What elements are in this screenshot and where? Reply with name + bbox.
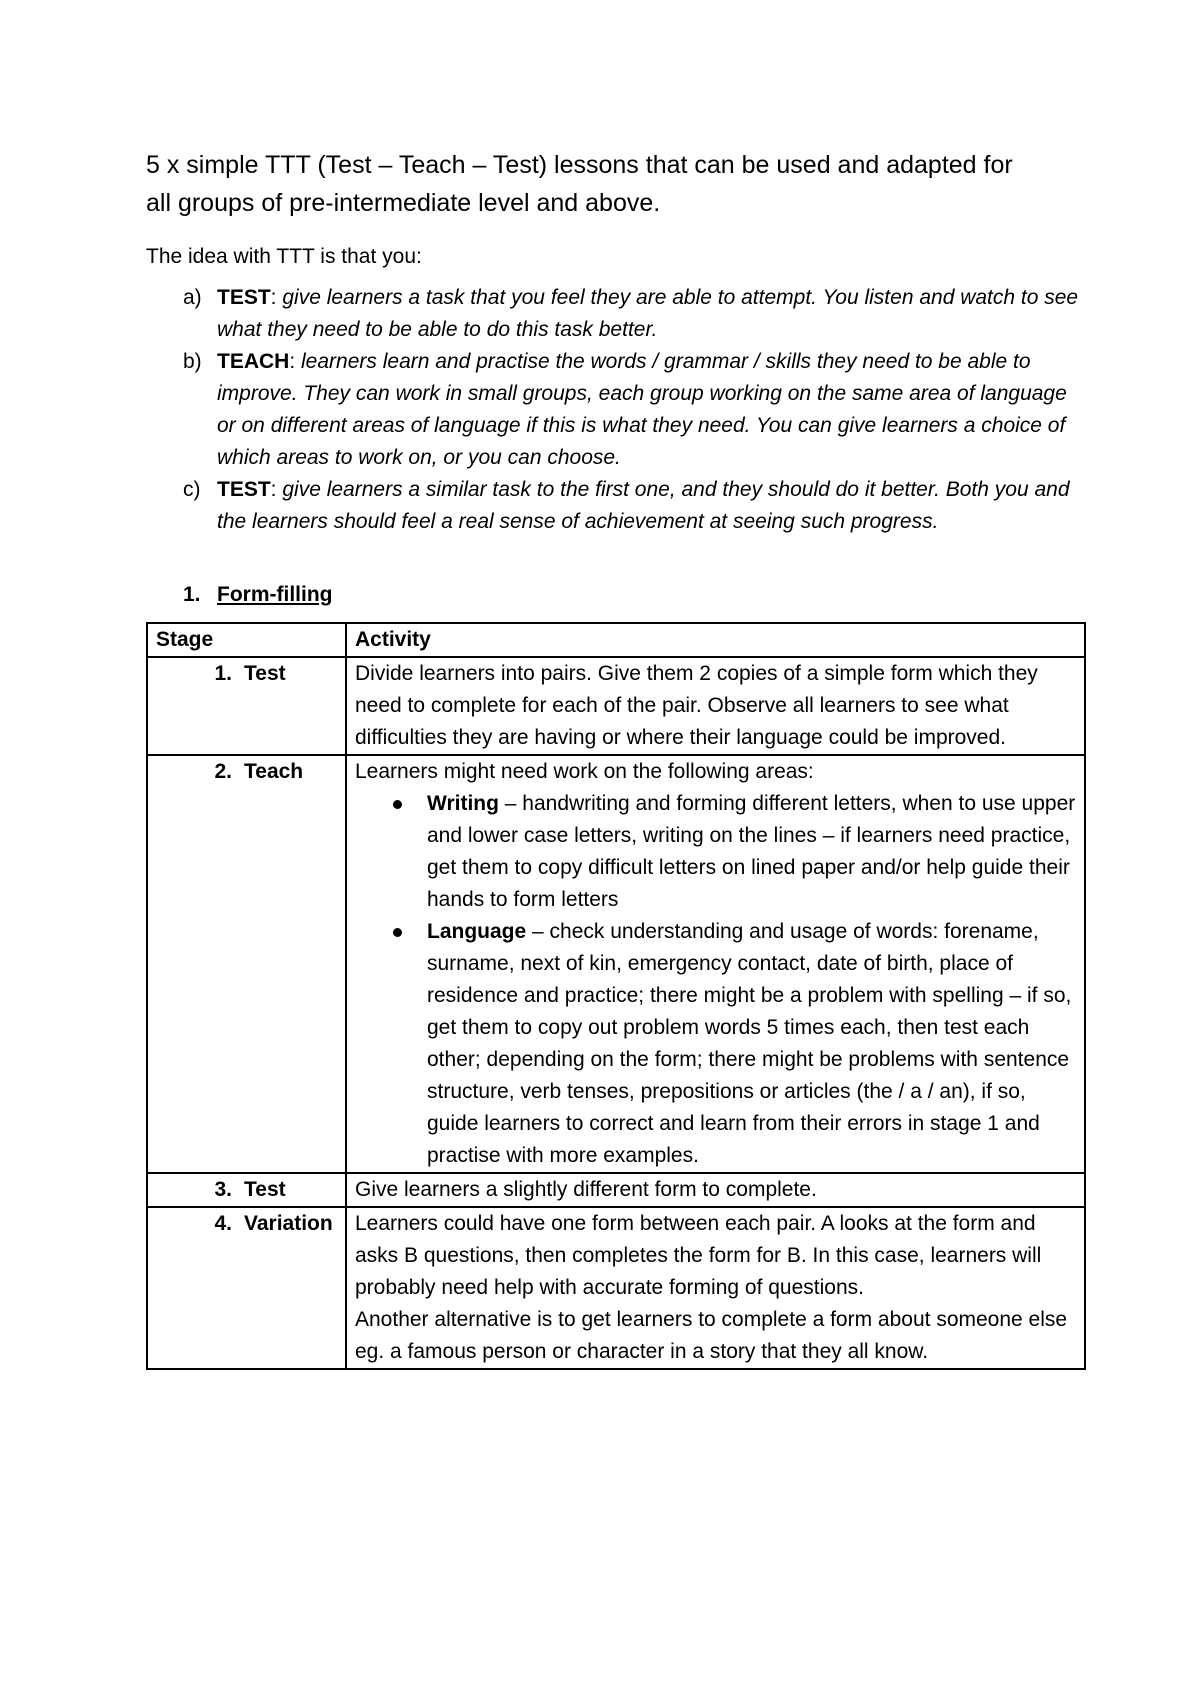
activity-intro: Learners might need work on the following areas:	[355, 760, 814, 783]
title-line-2: all groups of pre-intermediate level and above.	[146, 189, 661, 217]
stage-number: 3.	[214, 1178, 232, 1201]
focus-text: – handwriting and forming different letters, when to use upper and lower case letters, writing on the lines – if learners need practice, get them to copy difficult letters on lined paper and/or help guide their hands to form letters	[427, 792, 1076, 911]
stage-number: 2.	[214, 760, 232, 783]
stage-name: Test	[244, 1178, 286, 1201]
lesson-table	[146, 622, 1086, 1370]
step-key: TEST	[217, 478, 271, 501]
list-marker: c)	[183, 478, 201, 501]
focus-term: Language	[427, 920, 527, 943]
stage-name: Test	[244, 662, 286, 685]
section-label: Form-filling	[217, 583, 333, 606]
header-activity: Activity	[346, 623, 1085, 657]
activity-extra-text: Another alternative is to get learners to complete a form about someone else eg. a famous person or character in a story that they all know.	[355, 1308, 1068, 1363]
stage-number: 1.	[214, 662, 232, 685]
ttt-steps-list	[146, 282, 1086, 538]
intro-text: The idea with TTT is that you:	[146, 245, 422, 268]
table-row	[147, 1207, 1085, 1369]
list-item: c) TEST: give learners a similar task to the first one, and they should do it better. Both you and the learners should feel a real sense of achievement at seeing such progress.	[146, 474, 1086, 538]
stage-name: Teach	[244, 760, 304, 783]
table-row	[147, 1173, 1085, 1207]
section-number: 1.	[183, 583, 201, 606]
bullet-icon	[393, 928, 402, 937]
step-description: learners learn and practise the words / grammar / skills they need to be able to improve. They can work in small groups, each group working on the same area of language or on different areas of language if this is what they need. You can give learners a choice of which areas to work on, or you can choose.	[217, 350, 1067, 469]
step-description: give learners a similar task to the first one, and they should do it better. Both you and the learners should feel a real sense of achievement at seeing such progress.	[217, 478, 1070, 533]
activity-cell: Divide learners into pairs. Give them 2 copies of a simple form which they need to complete for each of the pair. Observe all learners to see what difficulties they are having or where their language could be improved.	[346, 657, 1085, 755]
stage-name: Variation	[244, 1212, 333, 1235]
list-marker: b)	[183, 350, 202, 373]
activity-cell	[346, 1207, 1085, 1369]
bullet-icon	[393, 800, 402, 809]
list-item: a) TEST: give learners a task that you feel they are able to attempt. You listen and watch to see what they need to be able to do this task better.	[146, 282, 1086, 346]
document-title	[146, 146, 1086, 222]
focus-text: – check understanding and usage of words: forename, surname, next of kin, emergency contact, date of birth, place of residence and practice; there might be a problem with spelling – if so, get them to copy out problem words 5 times each, then test each other; depending on the form; there might be problems with sentence structure, verb tenses, prepositions or articles (the / a / an), if so, guide learners to correct and learn from their errors in stage 1 and practise with more examples.	[427, 920, 1072, 1167]
header-stage: Stage	[147, 623, 346, 657]
stage-number: 4.	[214, 1212, 232, 1235]
stage-cell	[147, 657, 346, 755]
step-key: TEST	[217, 286, 271, 309]
step-description: give learners a task that you feel they are able to attempt. You listen and watch to see what they need to be able to do this task better.	[217, 286, 1079, 341]
table-row	[147, 657, 1085, 755]
title-line-1: 5 x simple TTT (Test – Teach – Test) lessons that can be used and adapted for	[146, 151, 1013, 179]
focus-term: Writing	[427, 792, 499, 815]
list-marker: a)	[183, 286, 202, 309]
stage-cell	[147, 1173, 346, 1207]
table-row	[147, 755, 1085, 1173]
activity-cell	[346, 755, 1085, 1173]
stage-cell	[147, 1207, 346, 1369]
activity-cell: Give learners a slightly different form to complete.	[346, 1173, 1085, 1207]
focus-areas-list	[355, 788, 1076, 1172]
list-item: b) TEACH: learners learn and practise the words / grammar / skills they need to be able to improve. They can work in small groups, each group working on the same area of language or on different areas of language if this is what they need. You can give learners a choice of which areas to work on, or you can choose.	[146, 346, 1086, 474]
step-key: TEACH	[217, 350, 290, 373]
table-header-row	[147, 623, 1085, 657]
list-item	[355, 788, 1076, 916]
section-heading	[146, 580, 1086, 610]
document-page	[146, 146, 1086, 1370]
list-item	[355, 916, 1076, 1172]
activity-text: Learners could have one form between each pair. A looks at the form and asks B questions, then completes the form for B. In this case, learners will probably need help with accurate forming of questions.	[355, 1212, 1042, 1299]
stage-cell	[147, 755, 346, 1173]
